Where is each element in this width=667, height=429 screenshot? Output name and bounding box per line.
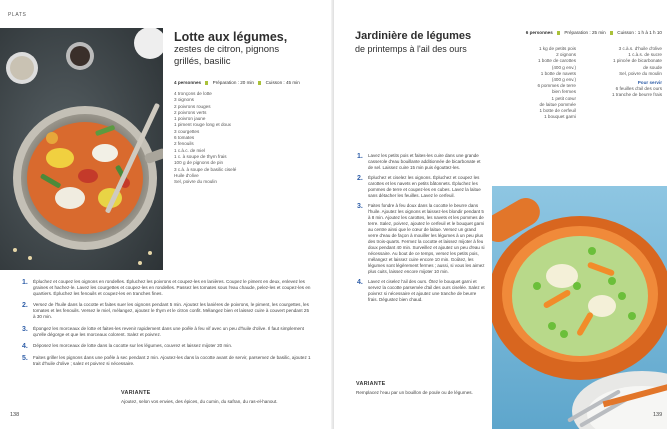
step-text: Lavez les petits pois et faites-les cuire dans une grande casserole d'eau bouillante additionnée de bicarbonate et de sel. Laissez cuire 15 min puis égouttez-les. <box>368 153 481 170</box>
ingredient-list-col-2 <box>580 46 662 99</box>
step-item <box>357 279 485 303</box>
ingredient-item: 1 bouquet garni <box>544 114 576 120</box>
step-text: Épongez les morceaux de lotte et faites-les revenir rapidement dans une poêle à feu vif avec un peu d'huile d'olive. Il faut simplement qu'elle dégorge et que les morceaux colorent. Salez et poivrez. <box>33 325 304 337</box>
step-number: 1. <box>22 279 28 286</box>
page-number: 139 <box>653 412 663 418</box>
step-item <box>22 302 312 320</box>
step-text: Épluchez et ciselez les oignons. Épluchez et coupez les carottes et les navets en petits bâtonnets. Épluchez les pommes de terre et coupez-les en cubes. Lavez la laitue sans détacher les feuilles. Lavez le cerfeuil. <box>368 175 481 198</box>
variante-text: Remplacez l'eau par un bouillon de poule ou de légumes. <box>356 390 473 395</box>
ingredient-item: 2 oignons <box>556 52 576 58</box>
separator-icon <box>205 81 208 85</box>
serve-item: 1 tranche de beurre frais <box>611 92 662 98</box>
ingredient-item: 1 botte de cerfeuil <box>539 108 576 114</box>
ingredient-item: 1 botte de carottes <box>537 58 576 64</box>
ingredient-item: 6 tomates <box>174 135 195 141</box>
variante-box <box>356 381 486 396</box>
separator-icon <box>557 31 560 35</box>
step-item <box>22 279 312 297</box>
ingredient-item: 1 c.à.s. de sucre <box>628 52 662 58</box>
step-number: 3. <box>357 203 363 210</box>
ingredient-item: 3 courgettes <box>174 128 200 134</box>
right-page <box>334 0 667 429</box>
step-item <box>357 175 485 199</box>
recipe-subtitle-line-2: grillés, basilic <box>174 56 231 67</box>
ingredient-item: (400 g env.) <box>551 64 576 70</box>
recipe-meta <box>512 30 662 35</box>
step-number: 1. <box>357 153 363 160</box>
section-tag: PLATS <box>8 12 27 18</box>
step-number: 3. <box>22 325 28 333</box>
cook-time: Cuisson : 45 min <box>265 80 300 85</box>
ingredient-item: 1 c. à soupe de thym frais <box>174 153 227 159</box>
steps-list <box>357 153 485 307</box>
lotte-dish-photo <box>0 28 163 270</box>
variante-box <box>121 390 311 405</box>
ingredient-item: bien fermes <box>551 89 576 95</box>
step-number: 4. <box>22 342 28 350</box>
prep-time: Préparation : 25 min <box>564 30 606 35</box>
ingredient-item: 3 oignons <box>174 97 194 103</box>
ingredient-item: 2 fenouils <box>174 141 194 147</box>
ingredient-list <box>174 91 294 185</box>
ingredient-item: 4 tronçons de lotte <box>174 91 212 96</box>
ingredient-item: 1 botte de navets <box>540 70 576 76</box>
ingredient-item: 3 c.à. à soupe de basilic ciselé <box>174 166 237 172</box>
step-text: Versez de l'huile dans la cocotte et faites suer les oignons pendant 5 min. Ajoutez les lanières de poivrons, le piment, les courgettes, les tomates et les fenouils. Versez le miel, mélangez, ajoutez le thym et le citron confit. Mélangez bien et laissez cuire à couvert pendant 25 à 30 min. <box>33 302 310 320</box>
ingredient-item: (400 g env.) <box>551 77 576 83</box>
ingredient-list-col-1 <box>504 46 576 120</box>
jardiniere-dish-photo <box>492 186 667 429</box>
step-number: 2. <box>22 302 28 310</box>
recipe-title-block <box>174 30 324 68</box>
recipe-meta <box>174 80 300 85</box>
serve-heading: Pour servir <box>637 80 662 86</box>
step-item <box>22 355 312 367</box>
ingredient-item: Sel, poivre du moulin <box>619 70 662 76</box>
ingredient-item: 1 kg de petits pois <box>538 46 576 51</box>
prep-time: Préparation : 20 min <box>212 80 254 85</box>
persons-count: 6 personnes <box>525 30 553 35</box>
step-text: Faites griller les pignons dans une poêle à sec pendant 2 min. Ajoutez-les dans la cocotte avant de servir, parsemez de basilic, ajoutez 1 trait d'huile d'olive ; salez et poivrez si nécessaire. <box>33 354 311 366</box>
step-text: Épluchez et coupez les oignons en rondelles. Épluchez les poivrons et coupez-les en lanières. Coupez le piment en deux, enlevez les graines et hachez-le. Lavez les courgettes et coupez-les en rondelles. Passez les tomates sous l'eau chaude, pelez-les et coupez-les en quartiers. Épluchez les fenouils et coupez-les en tranches fines. <box>33 279 311 297</box>
ingredient-item: 2 poivrons verts <box>174 109 207 115</box>
left-page <box>0 0 333 429</box>
persons-count: 4 personnes <box>174 80 202 85</box>
step-number: 2. <box>357 175 363 182</box>
ingredient-item: 6 pommes de terre <box>537 83 576 89</box>
ingredient-item: 2 poivrons rouges <box>174 103 211 109</box>
ingredient-item: 1 poivron jaune <box>174 116 206 122</box>
step-number: 4. <box>357 279 363 286</box>
step-text: Déposez les morceaux de lotte dans la cocotte sur les légumes, couvrez et laissez mijoter 20 min. <box>33 342 233 348</box>
separator-icon <box>258 81 261 85</box>
ingredient-item: 1 c.à.c. de miel <box>174 147 205 153</box>
ingredient-item: 1 petit cœur <box>551 95 576 101</box>
recipe-title: Jardinière de légumes <box>355 30 472 42</box>
variante-title: VARIANTE <box>356 381 386 387</box>
recipe-title-block <box>355 30 515 55</box>
step-item <box>357 153 485 171</box>
recipe-subtitle: de printemps à l'ail des ours <box>355 44 467 54</box>
ingredient-item: 100 g de pignons de pin <box>174 160 224 166</box>
recipe-subtitle-line-1: zestes de citron, pignons <box>174 44 280 55</box>
ingredient-item: de soude <box>643 64 662 70</box>
step-text: Lavez et ciselez l'ail des ours. Ôtez le bouquet garni et servez la cocotte parsemée d'ail des ours ciselée. Salez et poivrez si nécessaire et ajoutez une tranche de beurre frais. Dégustez bien chaud. <box>368 279 485 302</box>
ingredient-item: 1 pincée de bicarbonate <box>612 58 662 64</box>
recipe-title: Lotte aux légumes, <box>174 30 288 44</box>
ingredient-item: 3 c.à.s. d'huile d'olive <box>618 46 662 51</box>
ingredient-item: Huile d'olive <box>174 172 199 178</box>
variante-title: VARIANTE <box>121 390 151 396</box>
ingredient-item: 1 piment rouge long et doux <box>174 122 231 128</box>
ingredient-item: Sel, poivre du moulin <box>174 179 217 185</box>
steps-list <box>22 279 312 372</box>
step-item <box>22 326 312 338</box>
separator-icon <box>610 31 613 35</box>
serve-item: 6 feuilles d'ail des ours <box>615 86 662 92</box>
variante-text: Ajoutez, selon vos envies, des épices, du cumin, du safran, du ras-el-hanout. <box>121 399 278 404</box>
page-number: 138 <box>10 412 20 418</box>
cook-time: Cuisson : 1 h à 1 h 10 <box>617 30 662 35</box>
step-number: 5. <box>22 354 28 362</box>
ingredient-item: de laitue pommée <box>539 101 576 107</box>
step-item <box>357 203 485 275</box>
step-text: Faites fondre à feu doux dans la cocotte le beurre dans l'huile. Ajoutez les oignons et laissez-les blondir pendant 5 à 8 min. Ajoutez les carottes, les navets et les pommes de terre. Salez, poivrez, ajoutez le cerfeuil et le bouquet garni au centre ainsi que le cœur de laitue. Versez un grand verre d'eau de façon à mouiller les légumes à un peu plus des trois-quarts. Fermez la cocotte et laissez mijoter à feu doux pendant 40 min. Surveillez et ajoutez un peu d'eau si nécessaire. Au bout de ce temps, versez les petits pois, mélangez et laissez cuire encore 10 min. Goûtez, les légumes sont légèrement fermes ; aussi, si vous les aimez plus cuits, laissez encore mijoter 10 min. <box>368 203 485 274</box>
step-item <box>22 343 312 350</box>
